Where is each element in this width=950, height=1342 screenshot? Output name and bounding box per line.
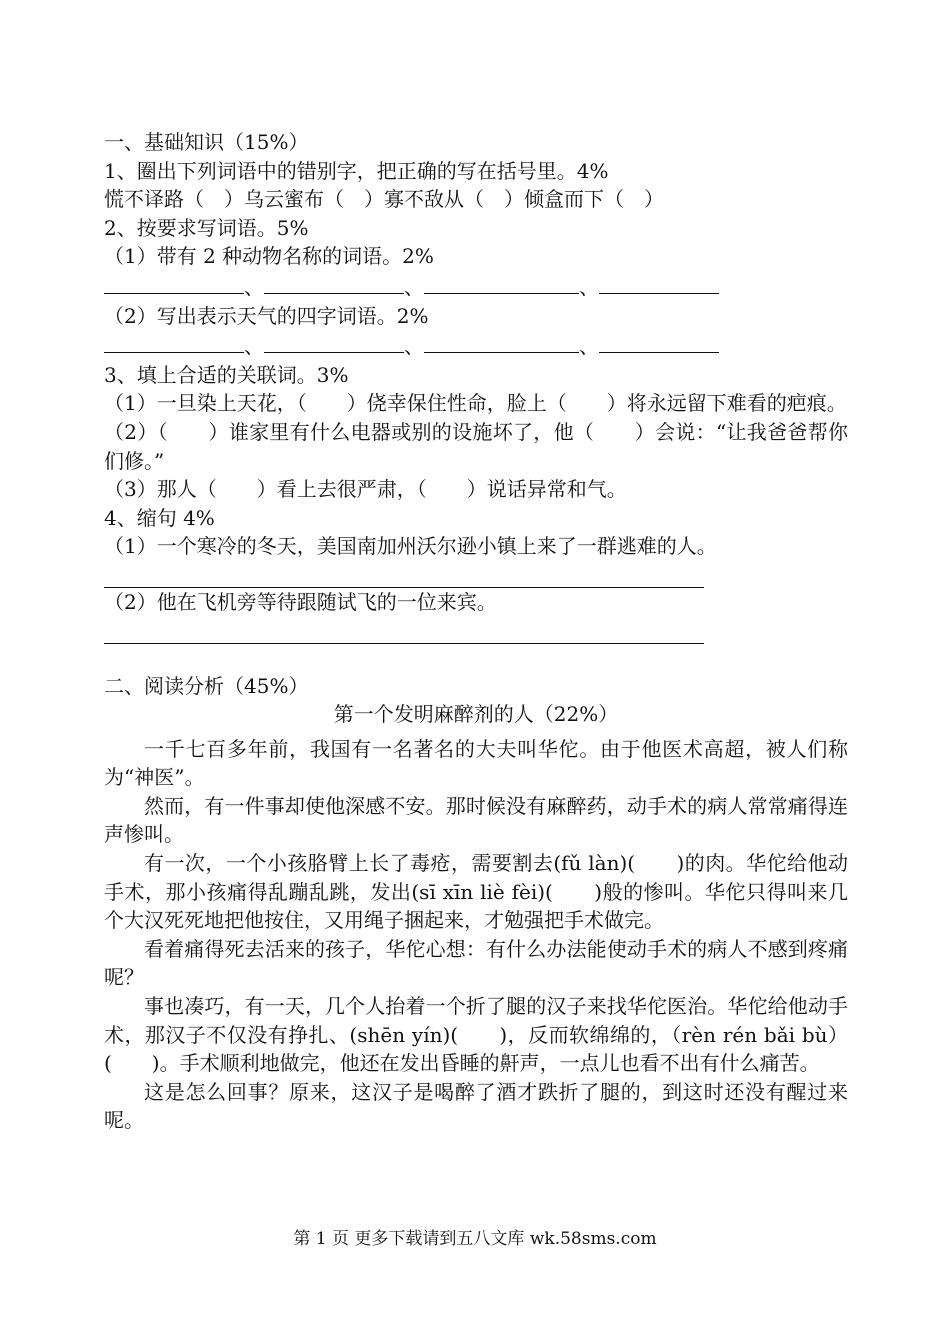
blank-separator: 、 (579, 274, 599, 299)
answer-blank[interactable] (104, 330, 244, 353)
blank-separator: 、 (404, 274, 424, 299)
article-paragraph: 看着痛得死去活来的孩子，华佗心想：有什么办法能使动手术的病人不感到疼痛呢？ (104, 936, 848, 990)
q4-sub2: （2）他在飞机旁等待跟随试飞的一位来宾。 (104, 589, 497, 614)
answer-blank[interactable] (424, 271, 579, 294)
q3-prompt: 3、填上合适的关联词。3% (104, 362, 349, 387)
q4-prompt: 4、缩句 4% (104, 505, 215, 530)
answer-blank[interactable] (264, 330, 404, 353)
article-paragraph: 然而，有一件事却使他深感不安。那时候没有麻醉药，动手术的病人常常痛得连声惨叫。 (104, 793, 848, 847)
article-paragraph: 这是怎么回事？原来，这汉子是喝醉了酒才跌折了腿的，到这时还没有醒过来呢。 (104, 1079, 848, 1133)
page-footer: 第 1 页 更多下载请到五八文库 wk.58sms.com (293, 1229, 657, 1249)
article-title: 第一个发明麻醉剂的人（22%） (333, 702, 619, 727)
article-paragraph: 一千七百多年前，我国有一名著名的大夫叫华佗。由于他医术高超，被人们称为“神医”。 (104, 736, 848, 790)
q2-sub1: （1）带有 2 种动物名称的词语。2% (104, 244, 434, 269)
answer-blank[interactable] (599, 330, 719, 353)
answer-blank[interactable] (264, 271, 404, 294)
q2-sub1-answer-blanks (104, 271, 848, 302)
blank-separator: 、 (244, 334, 264, 359)
section1-title: 一、基础知识（15%） (104, 130, 309, 154)
q3-sub3: （3）那人（ ）看上去很严肃，（ ）说话异常和气。 (104, 477, 627, 502)
q4-sub2-answer-line[interactable] (104, 617, 704, 644)
blank-separator: 、 (579, 334, 599, 359)
q3-sub1: （1）一旦染上天花，（ ）侥幸保住性命，脸上（ ）将永远留下难看的疤痕。 (104, 391, 847, 416)
answer-blank[interactable] (104, 271, 244, 294)
q4-sub1: （1）一个寒冷的冬天，美国南加州沃尔逊小镇上来了一群逃难的人。 (104, 534, 717, 559)
q2-sub2: （2）写出表示天气的四字词语。2% (104, 303, 429, 328)
q1-items: 慌不译路（ ）乌云蜜布（ ）寡不敌从（ ）倾盒而下（ ） (104, 187, 664, 212)
section2-title: 二、阅读分析（45%） (104, 673, 309, 698)
blank-separator: 、 (244, 274, 264, 299)
q3-sub2: （2）（ ）谁家里有什么电器或别的设施坏了，他（ ）会说：“让我爸爸帮你们修。” (104, 419, 848, 473)
q4-sub1-answer-line[interactable] (104, 561, 704, 588)
answer-blank[interactable] (599, 271, 719, 294)
article-paragraph: 事也凑巧，有一天，几个人抬着一个折了腿的汉子来找华佗医治。华佗给他动手术，那汉子不仅没有挣扎、(shēn yín)( )，反而软绵绵的，（rèn rén bǎi bù）( )。手术顺利地做完，他还在发出昏睡的鼾声，一点儿也看不出有什么痛苦。 (104, 994, 848, 1076)
spacer (104, 644, 848, 672)
document-content (104, 128, 848, 1135)
q2-sub2-answer-blanks (104, 330, 848, 361)
article-paragraph: 有一次，一个小孩胳臂上长了毒疮，需要割去(fǔ làn)( )的肉。华佗给他动手术，那小孩痛得乱蹦乱跳，发出(sī xīn liè fèi)( )般的惨叫。华佗只得叫来几个大汉死死地把他按住，又用绳子捆起来，才勉强把手术做完。 (104, 851, 848, 933)
q2-prompt: 2、按要求写词语。5% (104, 215, 309, 240)
answer-blank[interactable] (424, 330, 579, 353)
blank-separator: 、 (404, 334, 424, 359)
q1-prompt: 1、圈出下列词语中的错别字，把正确的写在括号里。4% (104, 158, 609, 183)
